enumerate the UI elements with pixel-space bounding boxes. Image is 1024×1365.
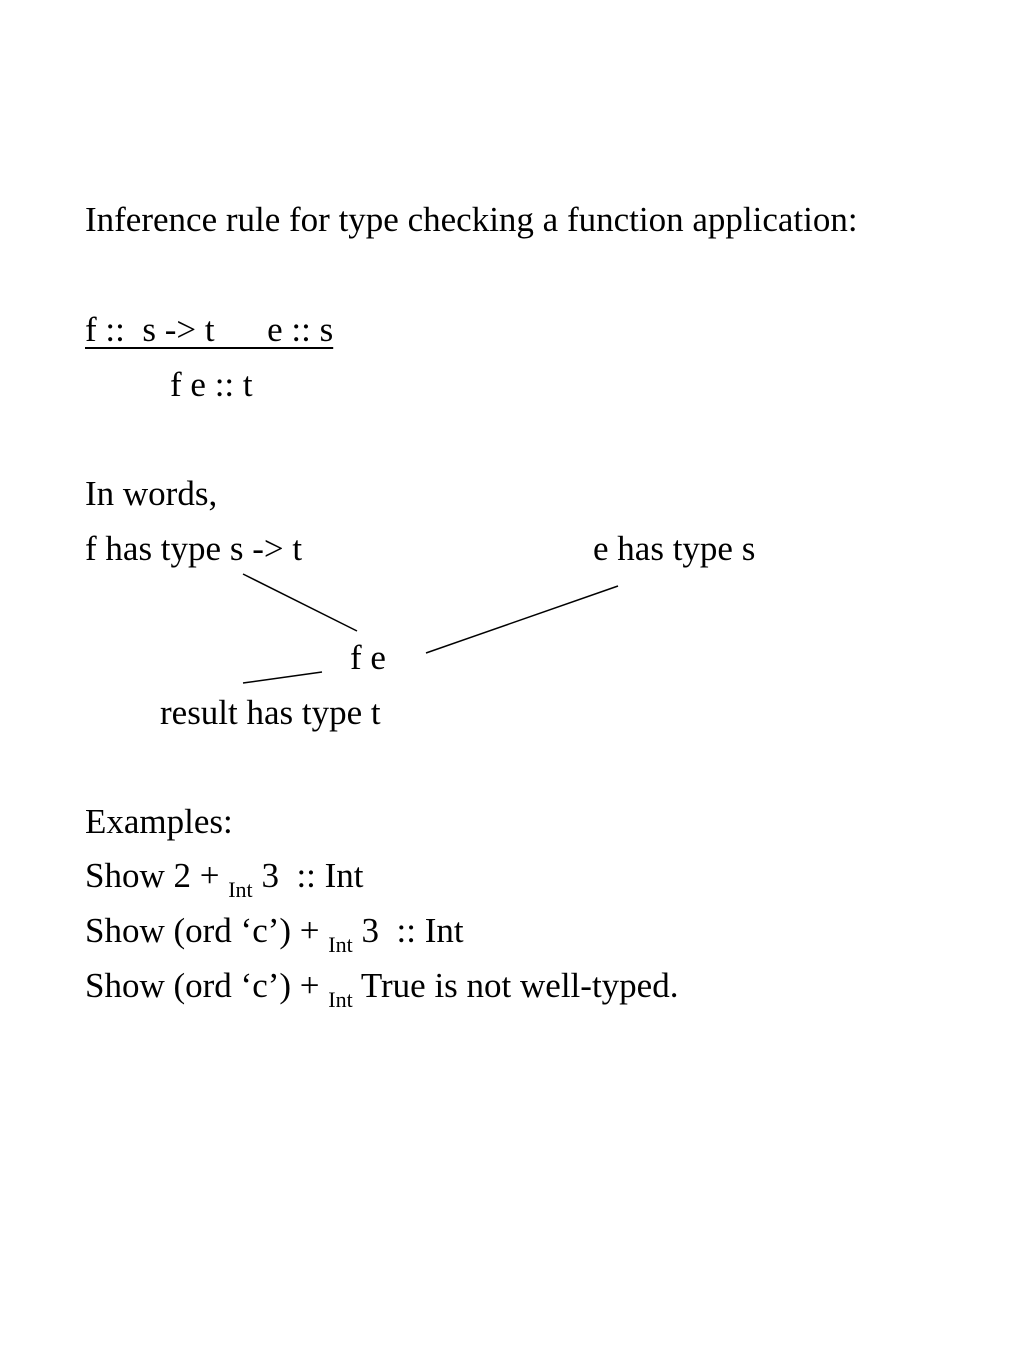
example-before: Show 2 + [85,856,229,895]
connector-f-type [243,574,357,631]
examples-title: Examples: [85,802,233,841]
in-words-intro: In words, [85,474,218,513]
heading: Inference rule for type checking a function application: [85,200,858,239]
example-after: 3 :: Int [252,856,364,895]
example-before: Show (ord ‘c’) + [85,966,329,1005]
example-subscript: Int [328,987,353,1012]
f-type-text: f has type s -> t [85,529,303,568]
rule-premise: f :: s -> t e :: s [85,310,334,349]
example-item [85,966,679,1012]
rule-conclusion: f e :: t [170,365,253,404]
example-item [85,911,464,957]
connector-e-type [426,586,618,653]
result-text: result has type t [160,693,381,732]
connector-result [243,672,322,683]
example-after: True is not well-typed. [352,966,679,1005]
example-before: Show (ord ‘c’) + [85,911,329,950]
example-subscript: Int [328,932,353,957]
example-item [85,856,364,902]
example-after: 3 :: Int [352,911,464,950]
application-text: f e [350,638,386,677]
e-type-text: e has type s [593,529,756,568]
example-subscript: Int [228,877,253,902]
